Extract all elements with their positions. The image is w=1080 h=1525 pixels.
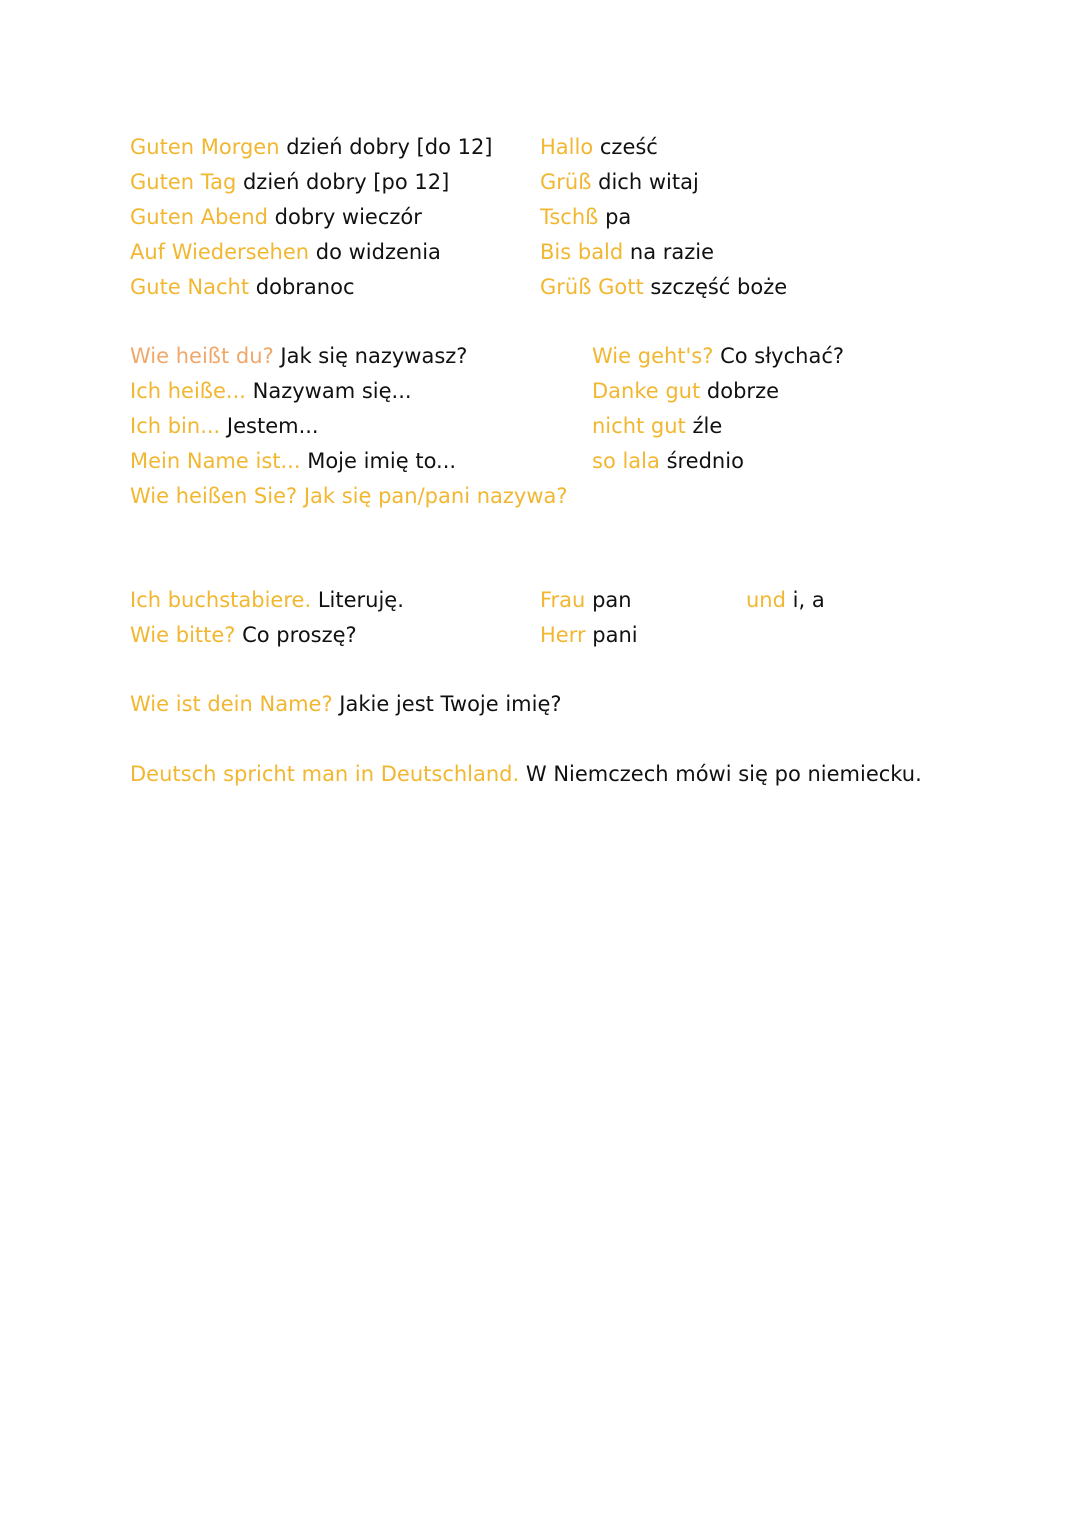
- phrase-row: [540, 238, 714, 266]
- german-phrase: Hallo: [540, 135, 594, 159]
- polish-translation: średnio: [666, 449, 744, 473]
- german-phrase: Ich heiße...: [130, 379, 246, 403]
- polish-translation: Co proszę?: [242, 623, 357, 647]
- phrase-row: [540, 168, 699, 196]
- polish-translation: szczęść boże: [650, 275, 788, 299]
- polish-translation: dzień dobry [do 12]: [286, 135, 493, 159]
- german-phrase: Danke gut: [592, 379, 701, 403]
- german-phrase: Ich bin...: [130, 414, 221, 438]
- phrase-row: [130, 621, 357, 649]
- phrase-row: [130, 203, 422, 231]
- german-phrase: Guten Morgen: [130, 135, 280, 159]
- polish-translation: źle: [692, 414, 723, 438]
- polish-translation: Nazywam się...: [252, 379, 412, 403]
- german-phrase: Tschß: [540, 205, 599, 229]
- phrase-row: [130, 273, 355, 301]
- polish-translation: i, a: [792, 588, 825, 612]
- german-phrase: Wie ist dein Name?: [130, 692, 333, 716]
- polish-translation: Jak się nazywasz?: [280, 344, 468, 368]
- german-phrase: Gute Nacht: [130, 275, 250, 299]
- phrase-row: [130, 133, 493, 161]
- polish-translation: na razie: [629, 240, 715, 264]
- polish-translation: Moje imię to...: [307, 449, 457, 473]
- polish-translation: dzień dobry [po 12]: [242, 170, 450, 194]
- phrase-row: [540, 586, 632, 614]
- phrase-row: [540, 273, 787, 301]
- german-phrase: Guten Tag: [130, 170, 237, 194]
- german-phrase: Mein Name ist...: [130, 449, 301, 473]
- phrase-row: [592, 377, 779, 405]
- polish-translation: pani: [592, 623, 638, 647]
- phrase-row: [592, 342, 844, 370]
- polish-translation: dich witaj: [598, 170, 699, 194]
- polish-translation: dobry wieczór: [274, 205, 422, 229]
- phrase-row: [746, 586, 825, 614]
- german-phrase: Wie heißt du?: [130, 344, 274, 368]
- polish-translation: pa: [605, 205, 632, 229]
- phrase-row: [130, 482, 568, 510]
- phrase-row: [130, 760, 922, 788]
- german-phrase: Bis bald: [540, 240, 624, 264]
- german-phrase: Deutsch spricht man in Deutschland.: [130, 762, 520, 786]
- phrase-row: [130, 586, 404, 614]
- polish-translation: do widzenia: [315, 240, 441, 264]
- german-phrase: Auf Wiedersehen: [130, 240, 310, 264]
- polish-translation: dobranoc: [255, 275, 355, 299]
- phrase-row: [130, 168, 449, 196]
- german-phrase: Grüß: [540, 170, 592, 194]
- german-phrase: Ich buchstabiere.: [130, 588, 312, 612]
- phrase-row: [540, 621, 638, 649]
- polish-translation: dobrze: [706, 379, 780, 403]
- phrase-row: [540, 203, 631, 231]
- phrase-row: [592, 447, 744, 475]
- german-phrase: Wie geht's?: [592, 344, 714, 368]
- phrase-row: [130, 342, 467, 370]
- polish-translation: Jakie jest Twoje imię?: [339, 692, 562, 716]
- polish-translation: Co słychać?: [720, 344, 845, 368]
- polish-translation: W Niemczech mówi się po niemiecku.: [525, 762, 922, 786]
- german-phrase: Wie bitte?: [130, 623, 236, 647]
- phrase-row: [130, 412, 319, 440]
- phrase-row: [130, 447, 456, 475]
- german-phrase: Frau: [540, 588, 586, 612]
- phrase-row: [540, 133, 658, 161]
- phrase-row: [130, 690, 562, 718]
- phrase-row: [130, 238, 441, 266]
- german-phrase: Guten Abend: [130, 205, 268, 229]
- german-phrase: so lala: [592, 449, 660, 473]
- german-phrase: und: [746, 588, 786, 612]
- polish-translation: Jestem...: [226, 414, 319, 438]
- polish-translation: cześć: [599, 135, 658, 159]
- phrase-row: [130, 377, 412, 405]
- german-phrase: nicht gut: [592, 414, 686, 438]
- german-phrase: Wie heißen Sie? Jak się pan/pani nazywa?: [130, 484, 568, 508]
- polish-translation: pan: [592, 588, 632, 612]
- german-phrase: Grüß Gott: [540, 275, 644, 299]
- german-phrase: Herr: [540, 623, 586, 647]
- phrase-row: [592, 412, 722, 440]
- polish-translation: Literuję.: [317, 588, 404, 612]
